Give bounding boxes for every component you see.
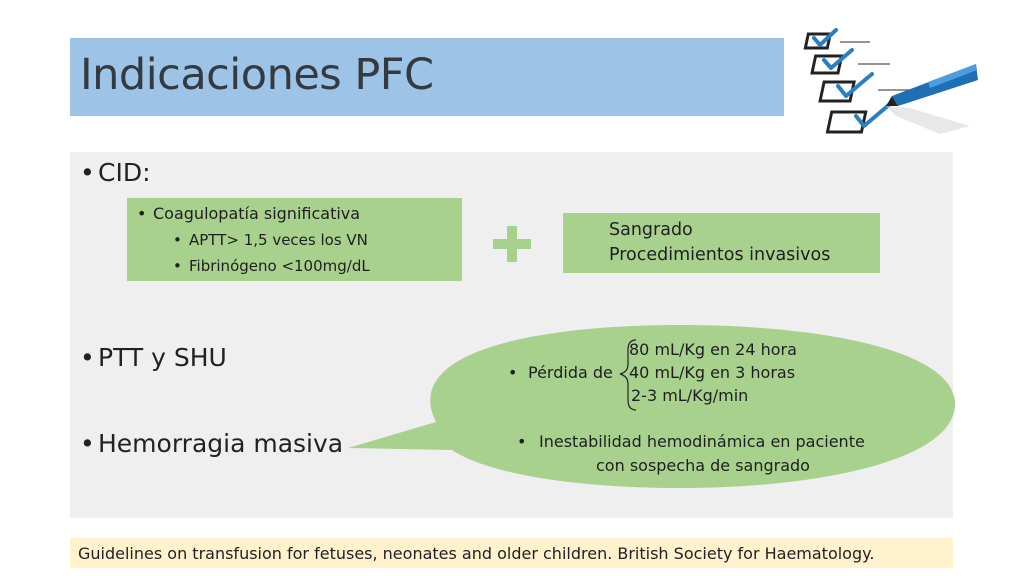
bullet-cid: • CID: (80, 158, 151, 187)
bullet-hemorragia: • Hemorragia masiva (80, 429, 344, 458)
perdida-item-3h: 40 mL/Kg en 3 horas (629, 363, 796, 382)
coagulopathy-item-aptt: • APTT> 1,5 veces los VN (173, 231, 368, 249)
footer-citation-bar (70, 538, 953, 568)
condition-sangrado: Sangrado (609, 220, 693, 240)
condition-procedimientos: Procedimientos invasivos (609, 245, 831, 265)
bullet-cid-text: CID: (98, 158, 151, 187)
title-bar (70, 38, 784, 116)
checklist-pen-icon (800, 26, 978, 138)
plus-icon (493, 226, 531, 262)
footer-citation: Guidelines on transfusion for fetuses, neonates and older children. British Society for Haematology. (78, 544, 875, 563)
coagulopathy-item-fibrinogeno: • Fibrinógeno <100mg/dL (173, 257, 370, 275)
perdida-label: • Pérdida de (508, 363, 613, 382)
slide-title: Indicaciones PFC (80, 50, 434, 100)
inestabilidad-line1: • Inestabilidad hemodinámica en paciente (517, 432, 865, 451)
perdida-item-min: 2-3 mL/Kg/min (631, 386, 749, 405)
bullet-ptt: • PTT y SHU (80, 343, 227, 372)
bullet-ptt-text: PTT y SHU (98, 343, 227, 372)
coagulopathy-heading: • Coagulopatía significativa (137, 204, 361, 223)
coagulopathy-box (127, 198, 462, 281)
conditions-box (563, 213, 880, 273)
perdida-item-24h: 80 mL/Kg en 24 hora (629, 340, 797, 359)
bullet-hemorragia-text: Hemorragia masiva (98, 429, 344, 458)
inestabilidad-line2: con sospecha de sangrado (596, 456, 810, 475)
